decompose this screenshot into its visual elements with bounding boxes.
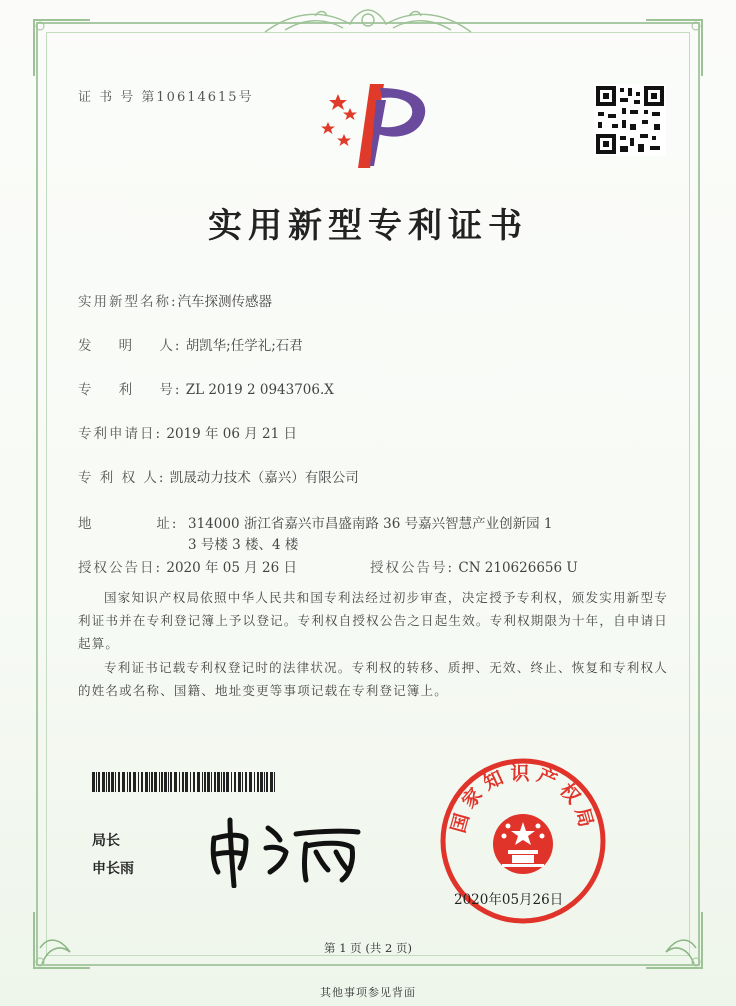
patent-number-row bbox=[78, 378, 334, 398]
legal-status-paragraph: 专利证书记载专利权登记时的法律状况。专利权的转移、质押、无效、终止、恢复和专利权人的姓名或名称、国籍、地址变更等事项记载在专利登记簿上。 bbox=[78, 660, 668, 698]
top-ornament-icon bbox=[255, 6, 481, 36]
barcode-icon bbox=[92, 772, 278, 792]
seal-text: 国家知识产权局 bbox=[447, 762, 599, 836]
address-line-2: 3 号楼 3 楼、4 楼 bbox=[188, 537, 299, 553]
filing-date-row bbox=[78, 422, 297, 442]
patentee-value: 凯晟动力技术（嘉兴）有限公司 bbox=[169, 470, 359, 486]
utility-model-name-label: 实用新型名称: bbox=[78, 294, 178, 310]
inventor-value: 胡凯华;任学礼;石君 bbox=[185, 338, 303, 354]
certificate-number-suffix: 号 bbox=[238, 90, 254, 105]
page-number: 第 1 页 (共 2 页) bbox=[324, 941, 412, 955]
filing-date-value: 2019 年 06 月 21 日 bbox=[166, 426, 298, 442]
patentee-label: 专 利 权 人: bbox=[78, 470, 166, 486]
grant-date-label: 授权公告日: bbox=[78, 560, 163, 576]
patent-number-value: ZL 2019 2 0943706.X bbox=[185, 382, 334, 398]
director-name: 申长雨 bbox=[92, 861, 134, 877]
grant-number-value: CN 210626656 U bbox=[458, 560, 578, 576]
certificate-number-value: 10614615 bbox=[156, 90, 239, 105]
corner-ornament-icon bbox=[642, 16, 706, 80]
corner-ornament-icon bbox=[30, 16, 94, 80]
patent-number-label: 专 利 号: bbox=[78, 382, 182, 398]
utility-model-name-value: 汽车探测传感器 bbox=[177, 294, 273, 310]
patentee-row bbox=[78, 466, 359, 486]
director-title: 局长 bbox=[92, 833, 120, 849]
address-row bbox=[78, 512, 178, 532]
certificate-number bbox=[78, 86, 254, 105]
certificate-number-label: 证 书 号 第 bbox=[78, 90, 157, 105]
seal-date: 2020年05月26日 bbox=[454, 892, 564, 908]
address-label: 地 址: bbox=[78, 516, 179, 532]
grant-number-row bbox=[370, 556, 578, 576]
grant-date-row bbox=[78, 556, 297, 576]
inventor-row bbox=[78, 334, 303, 354]
utility-model-name-row bbox=[78, 290, 272, 310]
cnipa-logo-icon bbox=[318, 78, 430, 170]
qr-code-icon bbox=[594, 84, 666, 156]
filing-date-label: 专利申请日: bbox=[78, 426, 163, 442]
inventor-label: 发 明 人: bbox=[78, 338, 182, 354]
back-side-note: 其他事项参见背面 bbox=[320, 986, 416, 999]
grant-statement-paragraph: 国家知识产权局依照中华人民共和国专利法经过初步审查，决定授予专利权，颁发实用新型专利证书并在专利登记簿上予以登记。专利权自授权公告之日起生效。专利权期限为十年，自申请日起算。 bbox=[78, 590, 668, 651]
handwritten-signature bbox=[200, 814, 370, 888]
grant-number-label: 授权公告号: bbox=[370, 560, 455, 576]
address-line-1: 314000 浙江省嘉兴市昌盛南路 36 号嘉兴智慧产业创新园 1 bbox=[188, 516, 553, 532]
grant-date-value: 2020 年 05 月 26 日 bbox=[166, 560, 298, 576]
certificate-title: 实用新型专利证书 bbox=[208, 206, 528, 246]
